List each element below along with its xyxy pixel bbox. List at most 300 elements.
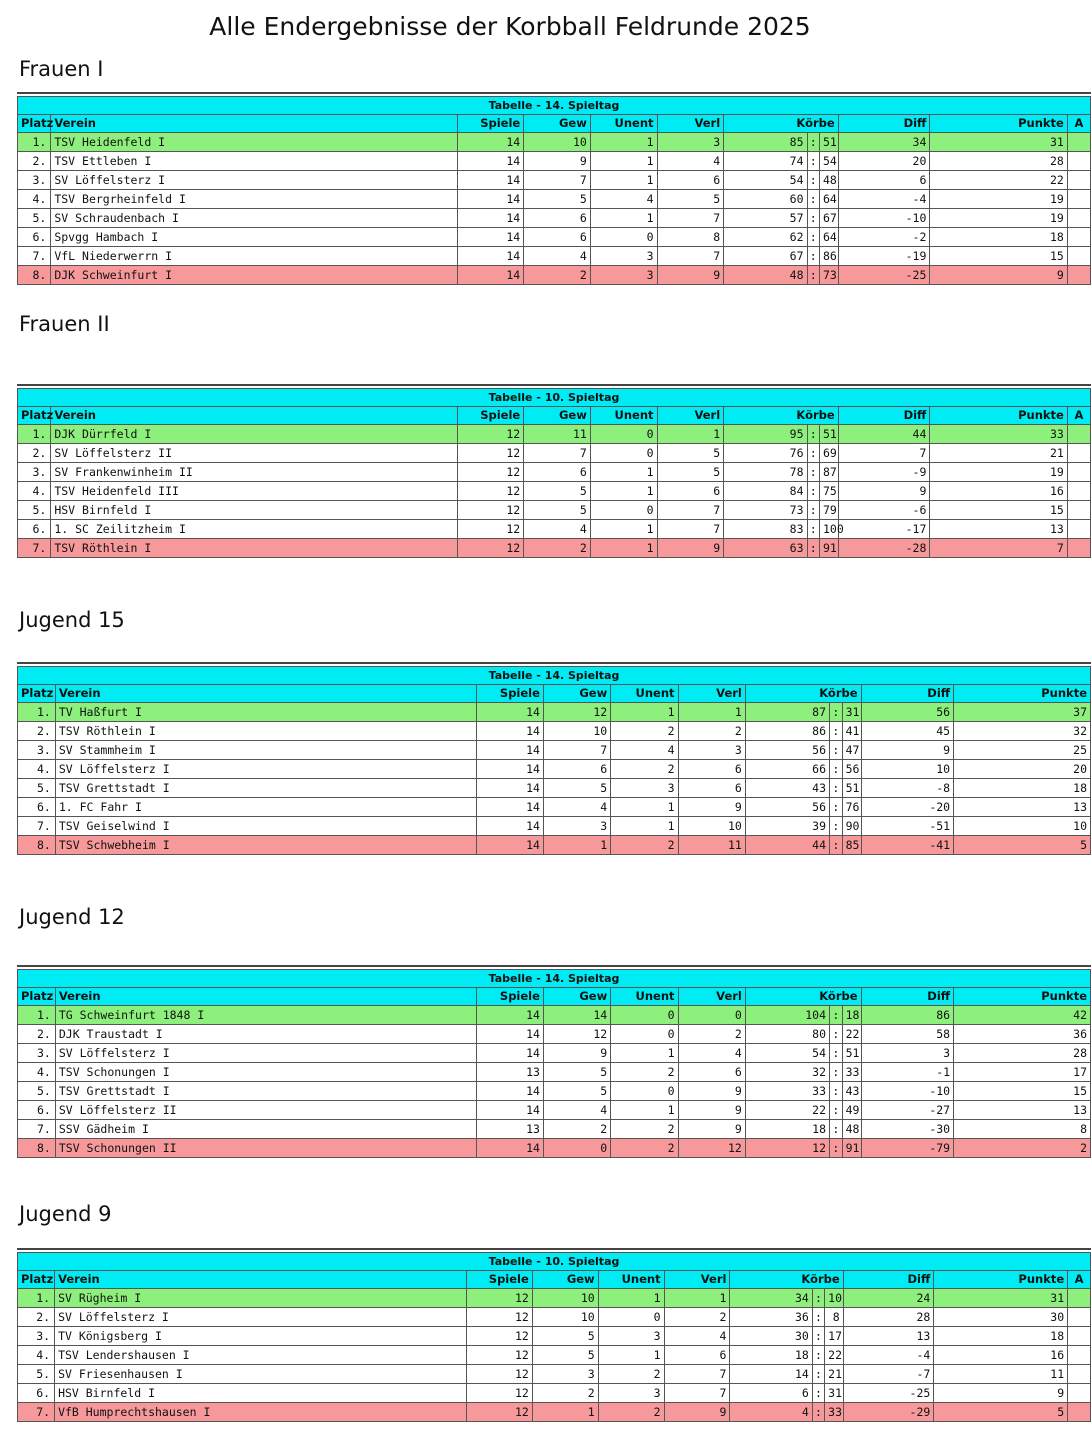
header-unent: Unent	[590, 115, 657, 133]
cell-spiele: 12	[457, 520, 524, 539]
cell-verl: 4	[678, 1044, 745, 1063]
cell-platz: 6.	[18, 798, 56, 817]
header-punkte: Punkte	[930, 407, 1067, 425]
table-row	[18, 836, 1091, 855]
cell-diff: -29	[843, 1403, 934, 1422]
cell-koerbe-against: 91	[842, 1139, 861, 1158]
cell-punkte: 32	[954, 722, 1091, 741]
cell-verl: 3	[678, 741, 745, 760]
cell-koerbe-against: 76	[842, 798, 861, 817]
cell-koerbe-for: 95	[724, 425, 807, 444]
table-row	[18, 1308, 1091, 1327]
cell-koerbe-for: 63	[724, 539, 807, 558]
cell-platz: 2.	[18, 1025, 56, 1044]
cell-punkte: 2	[954, 1139, 1091, 1158]
cell-koerbe-separator: :	[830, 798, 843, 817]
cell-koerbe-against: 79	[819, 501, 838, 520]
cell-koerbe-separator: :	[812, 1308, 824, 1327]
cell-gew: 6	[524, 228, 591, 247]
cell-gew: 10	[524, 133, 591, 152]
cell-diff: 6	[838, 171, 930, 190]
cell-koerbe-for: 48	[724, 266, 807, 285]
cell-a	[1067, 520, 1090, 539]
cell-punkte: 7	[930, 539, 1067, 558]
cell-spiele: 13	[476, 1120, 543, 1139]
cell-koerbe-for: 44	[745, 836, 829, 855]
header-unent: Unent	[611, 685, 678, 703]
table-row	[18, 501, 1091, 520]
cell-koerbe-against: 100	[819, 520, 838, 539]
cell-koerbe-for: 67	[724, 247, 807, 266]
cell-verein: SV Löffelsterz I	[55, 760, 476, 779]
table-top-rule	[17, 965, 1091, 967]
cell-gew: 5	[524, 501, 591, 520]
cell-verein: TSV Schonungen I	[55, 1063, 476, 1082]
header-verl: Verl	[678, 685, 745, 703]
cell-platz: 3.	[18, 463, 51, 482]
table-row	[18, 1139, 1091, 1158]
table-row	[18, 1006, 1091, 1025]
table-row	[18, 1120, 1091, 1139]
cell-diff: -25	[838, 266, 930, 285]
cell-punkte: 15	[930, 501, 1067, 520]
header-verl: Verl	[657, 407, 724, 425]
cell-gew: 10	[532, 1289, 598, 1308]
cell-koerbe-against: 33	[825, 1403, 844, 1422]
cell-koerbe-against: 22	[842, 1025, 861, 1044]
cell-verein: VfL Niederwerrn I	[51, 247, 457, 266]
cell-verl: 5	[657, 190, 724, 209]
cell-koerbe-for: 12	[745, 1139, 829, 1158]
cell-koerbe-separator: :	[812, 1346, 824, 1365]
cell-verein: SV Löffelsterz I	[55, 1308, 467, 1327]
cell-spiele: 14	[476, 722, 543, 741]
cell-gew: 10	[543, 722, 610, 741]
header-platz: Platz	[18, 115, 51, 133]
cell-unent: 3	[590, 266, 657, 285]
header-platz: Platz	[18, 1271, 55, 1289]
cell-diff: 7	[838, 444, 930, 463]
cell-gew: 0	[543, 1139, 610, 1158]
cell-verein: SV Frankenwinheim II	[51, 463, 457, 482]
cell-punkte: 9	[934, 1384, 1068, 1403]
cell-gew: 2	[532, 1384, 598, 1403]
cell-koerbe-for: 66	[745, 760, 829, 779]
cell-a	[1067, 482, 1090, 501]
table-row	[18, 1403, 1091, 1422]
cell-unent: 0	[590, 501, 657, 520]
cell-verein: SV Löffelsterz I	[51, 171, 457, 190]
cell-unent: 1	[590, 482, 657, 501]
cell-verein: TSV Grettstadt I	[55, 779, 476, 798]
table-row	[18, 1044, 1091, 1063]
table-row	[18, 1025, 1091, 1044]
header-spiele: Spiele	[466, 1271, 532, 1289]
cell-koerbe-separator: :	[807, 425, 819, 444]
cell-verein: TSV Bergrheinfeld I	[51, 190, 457, 209]
table-row	[18, 760, 1091, 779]
cell-verl: 7	[657, 209, 724, 228]
cell-diff: 58	[861, 1025, 954, 1044]
cell-verl: 7	[657, 247, 724, 266]
header-unent: Unent	[590, 407, 657, 425]
cell-verein: SV Friesenhausen I	[55, 1365, 467, 1384]
cell-koerbe-for: 80	[745, 1025, 829, 1044]
table-row	[18, 1063, 1091, 1082]
cell-gew: 1	[543, 836, 610, 855]
cell-koerbe-separator: :	[812, 1289, 824, 1308]
cell-spiele: 14	[476, 817, 543, 836]
cell-a	[1068, 1327, 1091, 1346]
cell-verein: TSV Röthlein I	[51, 539, 457, 558]
cell-platz: 4.	[18, 1346, 55, 1365]
cell-punkte: 16	[934, 1346, 1068, 1365]
cell-gew: 10	[532, 1308, 598, 1327]
cell-koerbe-against: 85	[842, 836, 861, 855]
header-a: A	[1067, 407, 1090, 425]
cell-koerbe-separator: :	[812, 1365, 824, 1384]
table-caption: Tabelle - 10. Spieltag	[18, 1253, 1091, 1271]
cell-koerbe-against: 8	[825, 1308, 844, 1327]
cell-verein: VfB Humprechtshausen I	[55, 1403, 467, 1422]
header-gew: Gew	[543, 988, 610, 1006]
cell-diff: -51	[861, 817, 954, 836]
cell-punkte: 28	[954, 1044, 1091, 1063]
cell-verein: TSV Geiselwind I	[55, 817, 476, 836]
table-caption: Tabelle - 14. Spieltag	[18, 97, 1091, 115]
cell-koerbe-for: 86	[745, 722, 829, 741]
cell-platz: 4.	[18, 1063, 56, 1082]
cell-a	[1067, 171, 1090, 190]
cell-koerbe-against: 48	[842, 1120, 861, 1139]
cell-gew: 12	[543, 703, 610, 722]
cell-koerbe-for: 73	[724, 501, 807, 520]
cell-spiele: 14	[476, 760, 543, 779]
cell-verein: TSV Lendershausen I	[55, 1346, 467, 1365]
cell-punkte: 9	[930, 266, 1067, 285]
cell-platz: 1.	[18, 133, 51, 152]
cell-verein: HSV Birnfeld I	[55, 1384, 467, 1403]
cell-gew: 4	[543, 798, 610, 817]
cell-punkte: 13	[930, 520, 1067, 539]
cell-platz: 1.	[18, 1289, 55, 1308]
cell-gew: 4	[524, 247, 591, 266]
header-diff: Diff	[861, 988, 954, 1006]
cell-a	[1067, 501, 1090, 520]
cell-diff: -9	[838, 463, 930, 482]
header-gew: Gew	[524, 115, 591, 133]
cell-verl: 5	[657, 463, 724, 482]
header-verl: Verl	[664, 1271, 730, 1289]
cell-koerbe-separator: :	[830, 1025, 843, 1044]
cell-unent: 0	[611, 1006, 678, 1025]
cell-platz: 1.	[18, 1006, 56, 1025]
cell-a	[1068, 1308, 1091, 1327]
cell-verl: 4	[664, 1327, 730, 1346]
cell-koerbe-for: 22	[745, 1101, 829, 1120]
cell-platz: 4.	[18, 190, 51, 209]
cell-verein: 1. SC Zeilitzheim I	[51, 520, 457, 539]
cell-punkte: 37	[954, 703, 1091, 722]
cell-platz: 6.	[18, 520, 51, 539]
section-title: Frauen II	[19, 312, 110, 336]
cell-koerbe-separator: :	[812, 1384, 824, 1403]
cell-diff: -4	[843, 1346, 934, 1365]
header-platz: Platz	[18, 407, 51, 425]
cell-verl: 9	[678, 1082, 745, 1101]
cell-a	[1067, 539, 1090, 558]
cell-koerbe-for: 56	[745, 798, 829, 817]
cell-koerbe-separator: :	[830, 836, 843, 855]
cell-koerbe-against: 90	[842, 817, 861, 836]
cell-verl: 6	[657, 171, 724, 190]
cell-diff: -10	[838, 209, 930, 228]
cell-verein: SV Löffelsterz II	[51, 444, 457, 463]
cell-koerbe-against: 69	[819, 444, 838, 463]
cell-koerbe-for: 54	[724, 171, 807, 190]
header-verein: Verein	[55, 685, 476, 703]
header-unent: Unent	[598, 1271, 664, 1289]
cell-koerbe-for: 6	[730, 1384, 812, 1403]
cell-unent: 1	[590, 539, 657, 558]
header-gew: Gew	[543, 685, 610, 703]
cell-verl: 7	[657, 520, 724, 539]
table-caption: Tabelle - 14. Spieltag	[18, 667, 1091, 685]
table-row	[18, 228, 1091, 247]
cell-punkte: 5	[954, 836, 1091, 855]
cell-koerbe-against: 54	[819, 152, 838, 171]
cell-diff: -1	[861, 1063, 954, 1082]
header-diff: Diff	[838, 115, 930, 133]
cell-koerbe-against: 51	[819, 133, 838, 152]
cell-gew: 7	[524, 444, 591, 463]
cell-verein: TSV Röthlein I	[55, 722, 476, 741]
cell-koerbe-against: 86	[819, 247, 838, 266]
cell-punkte: 19	[930, 209, 1067, 228]
cell-koerbe-for: 62	[724, 228, 807, 247]
cell-punkte: 18	[934, 1327, 1068, 1346]
table-row	[18, 722, 1091, 741]
cell-spiele: 12	[466, 1327, 532, 1346]
cell-verein: TV Haßfurt I	[55, 703, 476, 722]
header-verein: Verein	[55, 988, 476, 1006]
standings-table	[17, 1248, 1091, 1422]
cell-spiele: 14	[457, 247, 524, 266]
cell-platz: 3.	[18, 741, 56, 760]
cell-spiele: 14	[457, 133, 524, 152]
cell-a	[1067, 152, 1090, 171]
cell-koerbe-for: 36	[730, 1308, 812, 1327]
cell-koerbe-against: 10	[825, 1289, 844, 1308]
cell-koerbe-against: 51	[819, 425, 838, 444]
page-title: Alle Endergebnisse der Korbball Feldrunde 2025	[209, 12, 811, 41]
cell-spiele: 12	[466, 1384, 532, 1403]
cell-unent: 1	[611, 817, 678, 836]
cell-koerbe-against: 75	[819, 482, 838, 501]
cell-verl: 8	[657, 228, 724, 247]
cell-unent: 2	[611, 760, 678, 779]
cell-punkte: 18	[930, 228, 1067, 247]
cell-gew: 5	[524, 482, 591, 501]
cell-platz: 1.	[18, 425, 51, 444]
cell-diff: 9	[838, 482, 930, 501]
cell-gew: 2	[524, 539, 591, 558]
cell-platz: 6.	[18, 228, 51, 247]
cell-verein: DJK Dürrfeld I	[51, 425, 457, 444]
cell-punkte: 13	[954, 1101, 1091, 1120]
cell-diff: 56	[861, 703, 954, 722]
cell-koerbe-for: 83	[724, 520, 807, 539]
cell-verl: 1	[664, 1289, 730, 1308]
cell-verl: 9	[664, 1403, 730, 1422]
cell-spiele: 12	[457, 539, 524, 558]
cell-platz: 6.	[18, 1101, 56, 1120]
cell-gew: 3	[543, 817, 610, 836]
cell-spiele: 12	[457, 482, 524, 501]
cell-gew: 12	[543, 1025, 610, 1044]
cell-koerbe-against: 51	[842, 1044, 861, 1063]
header-koerbe: Körbe	[730, 1271, 843, 1289]
cell-gew: 5	[532, 1327, 598, 1346]
cell-gew: 7	[524, 171, 591, 190]
cell-platz: 4.	[18, 482, 51, 501]
cell-diff: 86	[861, 1006, 954, 1025]
cell-punkte: 13	[954, 798, 1091, 817]
cell-spiele: 14	[457, 171, 524, 190]
cell-koerbe-for: 14	[730, 1365, 812, 1384]
cell-verl: 6	[664, 1346, 730, 1365]
cell-verein: SSV Gädheim I	[55, 1120, 476, 1139]
cell-verein: TSV Heidenfeld III	[51, 482, 457, 501]
section-title: Jugend 15	[19, 608, 125, 632]
cell-platz: 5.	[18, 779, 56, 798]
cell-gew: 6	[524, 463, 591, 482]
table-top-rule	[17, 662, 1091, 664]
cell-punkte: 16	[930, 482, 1067, 501]
header-diff: Diff	[838, 407, 930, 425]
cell-koerbe-for: 60	[724, 190, 807, 209]
table-row	[18, 444, 1091, 463]
cell-verein: DJK Traustadt I	[55, 1025, 476, 1044]
cell-koerbe-for: 39	[745, 817, 829, 836]
table-row	[18, 817, 1091, 836]
cell-verl: 12	[678, 1139, 745, 1158]
table-top-rule	[17, 384, 1091, 386]
cell-koerbe-against: 91	[819, 539, 838, 558]
cell-diff: -8	[861, 779, 954, 798]
cell-koerbe-separator: :	[807, 247, 819, 266]
cell-koerbe-against: 64	[819, 228, 838, 247]
cell-spiele: 13	[476, 1063, 543, 1082]
cell-verein: SV Stammheim I	[55, 741, 476, 760]
cell-koerbe-against: 48	[819, 171, 838, 190]
section-title: Jugend 9	[19, 1202, 112, 1226]
header-diff: Diff	[843, 1271, 934, 1289]
header-koerbe: Körbe	[745, 685, 861, 703]
cell-koerbe-separator: :	[830, 1063, 843, 1082]
cell-verein: SV Löffelsterz II	[55, 1101, 476, 1120]
cell-gew: 4	[524, 520, 591, 539]
header-koerbe: Körbe	[724, 115, 839, 133]
standings-table	[17, 965, 1091, 1158]
cell-a	[1067, 444, 1090, 463]
cell-koerbe-against: 21	[825, 1365, 844, 1384]
cell-unent: 0	[611, 1082, 678, 1101]
cell-koerbe-for: 87	[745, 703, 829, 722]
cell-koerbe-for: 78	[724, 463, 807, 482]
cell-gew: 5	[524, 190, 591, 209]
cell-gew: 2	[543, 1120, 610, 1139]
cell-koerbe-against: 41	[842, 722, 861, 741]
cell-punkte: 17	[954, 1063, 1091, 1082]
cell-verl: 9	[678, 1101, 745, 1120]
section-title: Frauen I	[19, 57, 104, 81]
cell-verl: 6	[657, 482, 724, 501]
cell-punkte: 20	[954, 760, 1091, 779]
cell-verein: TSV Schwebheim I	[55, 836, 476, 855]
cell-punkte: 36	[954, 1025, 1091, 1044]
cell-spiele: 14	[476, 1082, 543, 1101]
cell-verl: 1	[678, 703, 745, 722]
cell-punkte: 42	[954, 1006, 1091, 1025]
cell-spiele: 12	[466, 1308, 532, 1327]
cell-verl: 5	[657, 444, 724, 463]
cell-gew: 11	[524, 425, 591, 444]
cell-verl: 7	[664, 1365, 730, 1384]
cell-verl: 11	[678, 836, 745, 855]
cell-gew: 2	[524, 266, 591, 285]
cell-koerbe-separator: :	[807, 152, 819, 171]
cell-verl: 7	[657, 501, 724, 520]
cell-unent: 1	[590, 171, 657, 190]
cell-verl: 4	[657, 152, 724, 171]
cell-diff: -10	[861, 1082, 954, 1101]
header-verein: Verein	[51, 115, 457, 133]
cell-koerbe-for: 74	[724, 152, 807, 171]
cell-diff: -19	[838, 247, 930, 266]
cell-unent: 1	[611, 1044, 678, 1063]
cell-koerbe-separator: :	[807, 482, 819, 501]
cell-platz: 2.	[18, 722, 56, 741]
header-koerbe: Körbe	[745, 988, 861, 1006]
cell-koerbe-against: 33	[842, 1063, 861, 1082]
cell-gew: 3	[532, 1365, 598, 1384]
cell-unent: 4	[590, 190, 657, 209]
cell-spiele: 14	[476, 1139, 543, 1158]
cell-gew: 7	[543, 741, 610, 760]
cell-unent: 1	[590, 209, 657, 228]
cell-a	[1067, 209, 1090, 228]
cell-diff: -4	[838, 190, 930, 209]
cell-unent: 1	[590, 152, 657, 171]
table-row	[18, 190, 1091, 209]
cell-koerbe-separator: :	[830, 760, 843, 779]
cell-spiele: 12	[466, 1289, 532, 1308]
cell-a	[1068, 1365, 1091, 1384]
cell-koerbe-separator: :	[830, 1044, 843, 1063]
table-top-rule	[17, 1248, 1091, 1250]
cell-verein: SV Rügheim I	[55, 1289, 467, 1308]
cell-koerbe-separator: :	[830, 1101, 843, 1120]
cell-koerbe-for: 18	[730, 1346, 812, 1365]
cell-spiele: 14	[457, 266, 524, 285]
cell-diff: -20	[861, 798, 954, 817]
cell-platz: 7.	[18, 1120, 56, 1139]
cell-spiele: 14	[476, 1044, 543, 1063]
header-punkte: Punkte	[954, 988, 1091, 1006]
table-row	[18, 463, 1091, 482]
cell-koerbe-for: 4	[730, 1403, 812, 1422]
